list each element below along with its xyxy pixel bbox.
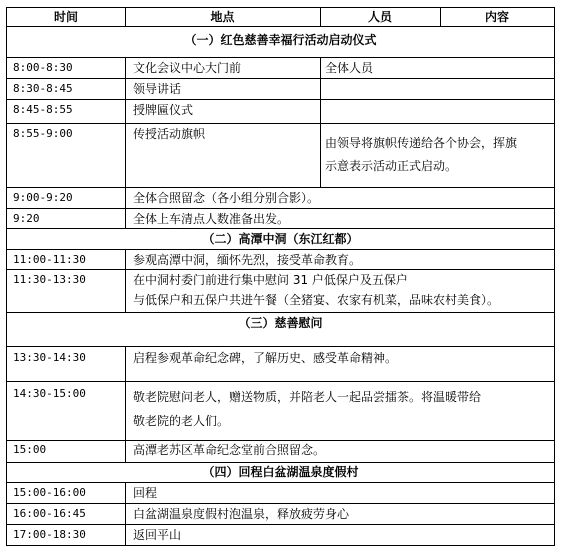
row-time: 15:00	[13, 443, 47, 456]
row-place: 文化会议中心大门前	[133, 61, 242, 75]
row-place: 敬老院的老人们。	[133, 414, 230, 428]
row-time: 9:20	[13, 212, 40, 225]
schedule-table	[6, 7, 555, 546]
row-time: 11:00-11:30	[13, 253, 86, 266]
row-place: 参观高潭中洞，缅怀先烈，接受革命教育。	[133, 253, 362, 267]
row-time: 15:00-16:00	[13, 486, 86, 499]
section-title: （二）高潭中洞（东江红都）	[202, 232, 359, 246]
row-place: 敬老院慰问老人，赠送物质，并陪老人一起品尝擂茶。将温暖带给	[133, 390, 482, 404]
row-place: 回程	[133, 486, 158, 500]
row-place: 高潭老苏区革命纪念堂前合照留念。	[133, 443, 326, 457]
row-place: 与低保户和五保户共进午餐（全猪宴、农家有机菜，品味农村美食）。	[133, 293, 500, 307]
row-place: 领导讲话	[133, 82, 182, 96]
row-place: 启程参观革命纪念碑，了解历史、感受革命精神。	[133, 351, 398, 365]
row-time: 8:30-8:45	[13, 82, 73, 95]
row-time: 8:00-8:30	[13, 61, 73, 74]
row-time: 13:30-14:30	[13, 351, 86, 364]
section-title: （一）红色慈善幸福行活动启动仪式	[184, 33, 377, 47]
row-time: 8:55-9:00	[13, 127, 73, 140]
row-time: 17:00-18:30	[13, 528, 86, 541]
row-place: 全体上车清点人数准备出发。	[133, 212, 290, 226]
row-place: 白盆湖温泉度假村泡温泉，释放疲劳身心	[133, 507, 350, 521]
header-people: 人员	[367, 10, 392, 24]
row-content: 示意表示活动正式启动。	[325, 159, 458, 173]
row-time: 16:00-16:45	[13, 507, 86, 520]
row-content: 由领导将旗帜传递给各个协会，挥旗	[325, 136, 518, 150]
row-time: 11:30-13:30	[13, 273, 86, 286]
section-title: （四）回程白盆湖温泉度假村	[202, 465, 359, 479]
row-place: 传授活动旗帜	[133, 127, 206, 141]
header-place: 地点	[210, 10, 235, 24]
row-time: 14:30-15:00	[13, 387, 86, 400]
row-place: 授牌匾仪式	[133, 103, 194, 117]
row-people: 全体人员	[325, 61, 374, 75]
row-time: 8:45-8:55	[13, 103, 73, 116]
row-place: 在中洞村委门前进行集中慰问 31 户低保户及五保户	[133, 273, 408, 287]
row-place: 全体合照留念（各小组分别合影）。	[133, 191, 320, 205]
header-time: 时间	[53, 10, 78, 24]
row-time: 9:00-9:20	[13, 191, 73, 204]
row-place: 返回平山	[133, 528, 182, 542]
section-title: （三）慈善慰问	[238, 316, 323, 330]
header-content: 内容	[484, 10, 509, 24]
